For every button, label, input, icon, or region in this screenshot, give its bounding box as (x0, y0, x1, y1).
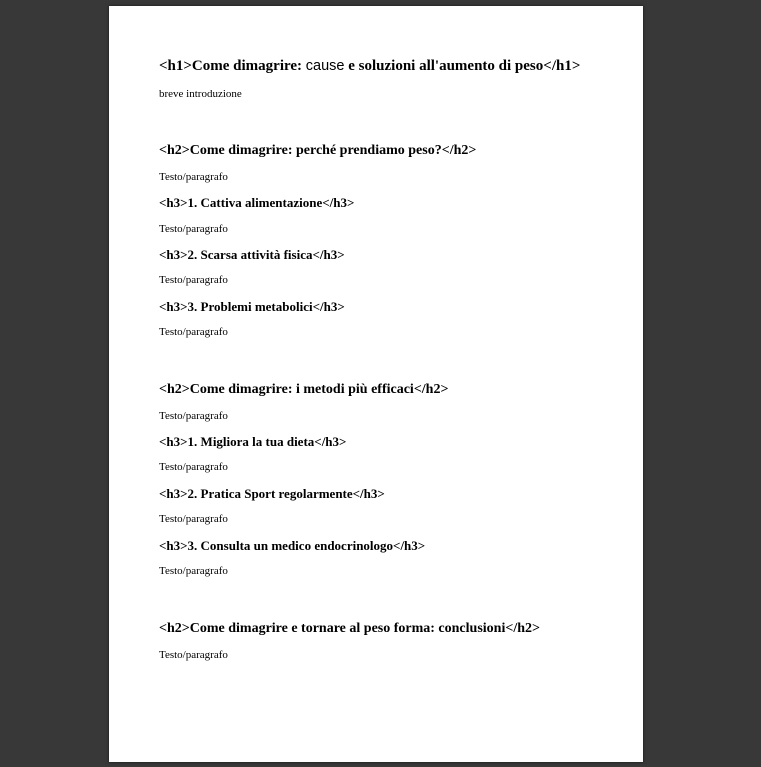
section-2-item-2-heading: <h3>2. Pratica Sport regolarmente</h3> (159, 486, 385, 501)
section-3-heading: <h2>Come dimagrire e tornare al peso forma: conclusioni</h2> (159, 621, 540, 636)
heading-h1 (159, 58, 580, 75)
section-2-item-1-text: Testo/paragrafo (159, 461, 228, 473)
h1-prefix: <h1>Come dimagrire: (159, 58, 306, 74)
section-1-heading: <h2>Come dimagrire: perché prendiamo peso?</h2> (159, 143, 477, 158)
section-2-text: Testo/paragrafo (159, 410, 228, 422)
h1-mid: cause (305, 58, 345, 74)
intro-text: breve introduzione (159, 88, 242, 100)
section-2-item-3-text: Testo/paragrafo (159, 565, 228, 577)
section-1-item-3-text: Testo/paragrafo (159, 326, 228, 338)
h1-suffix: e soluzioni all'aumento di peso</h1> (344, 58, 581, 74)
section-2-item-1-heading: <h3>1. Migliora la tua dieta</h3> (159, 434, 347, 449)
section-1-text: Testo/paragrafo (159, 171, 228, 183)
section-2-item-3-heading: <h3>3. Consulta un medico endocrinologo</h3> (159, 538, 426, 553)
section-1-item-1-text: Testo/paragrafo (159, 223, 228, 235)
section-1-item-3-heading: <h3>3. Problemi metabolici</h3> (159, 299, 345, 314)
document-page (109, 6, 643, 762)
section-1-item-2-heading: <h3>2. Scarsa attività fisica</h3> (159, 247, 345, 262)
section-2-heading: <h2>Come dimagrire: i metodi più efficaci</h2> (159, 382, 449, 397)
section-3-text: Testo/paragrafo (159, 649, 228, 661)
section-1-item-2-text: Testo/paragrafo (159, 274, 228, 286)
section-1-item-1-heading: <h3>1. Cattiva alimentazione</h3> (159, 195, 355, 210)
section-2-item-2-text: Testo/paragrafo (159, 513, 228, 525)
